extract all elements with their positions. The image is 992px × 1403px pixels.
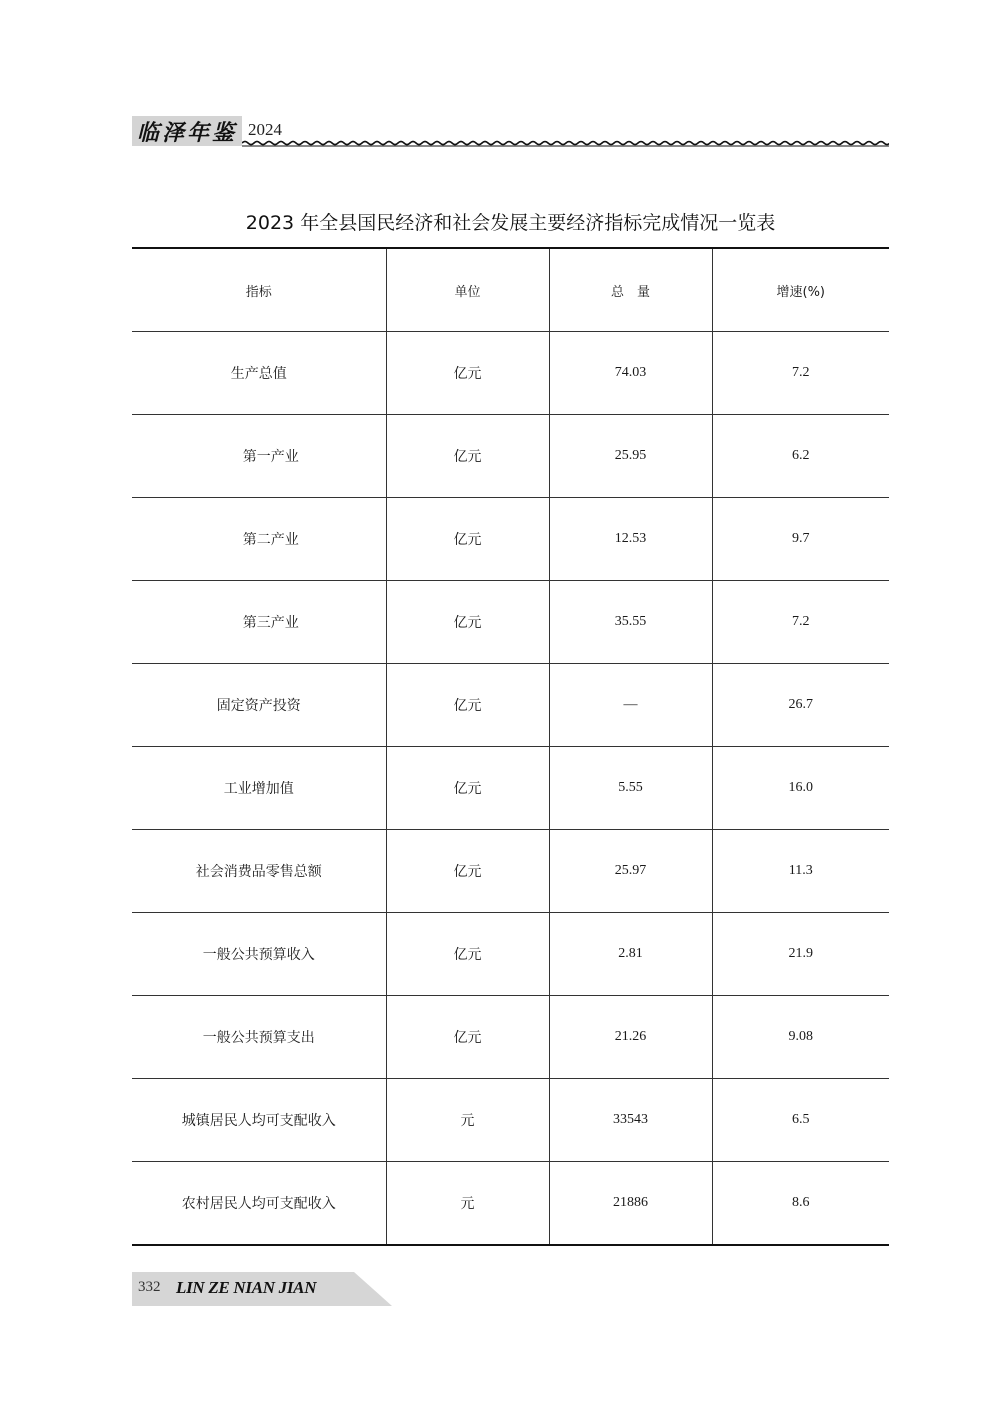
indicator-unit: 亿元 [386,332,549,415]
indicator-growth: 7.2 [712,581,889,664]
table-row [132,1079,889,1162]
table-row [132,498,889,581]
indicator-name: 生产总值 [132,332,386,415]
indicator-total: 21886 [549,1162,712,1246]
indicator-name: 第三产业 [132,581,386,664]
header-year: 2024 [248,120,282,139]
table-row [132,913,889,996]
indicator-unit: 亿元 [386,581,549,664]
indicator-total: 2.81 [549,913,712,996]
indicator-growth: 7.2 [712,332,889,415]
table-row [132,415,889,498]
indicator-total: 5.55 [549,747,712,830]
indicator-name: 固定资产投资 [132,664,386,747]
indicator-total: 74.03 [549,332,712,415]
page-header [132,114,889,154]
indicator-growth: 16.0 [712,747,889,830]
indicator-unit: 元 [386,1162,549,1246]
indicator-unit: 亿元 [386,996,549,1079]
indicator-name: 一般公共预算收入 [132,913,386,996]
indicator-name: 城镇居民人均可支配收入 [132,1079,386,1162]
indicator-name: 社会消费品零售总额 [132,830,386,913]
indicator-growth: 26.7 [712,664,889,747]
table-row [132,581,889,664]
indicator-growth: 9.08 [712,996,889,1079]
indicator-name: 工业增加值 [132,747,386,830]
indicator-growth: 9.7 [712,498,889,581]
table-row [132,332,889,415]
indicator-growth: 6.5 [712,1079,889,1162]
yearbook-logo [132,116,242,146]
table-row [132,664,889,747]
indicator-growth: 6.2 [712,415,889,498]
indicator-unit: 元 [386,1079,549,1162]
indicator-name: 第二产业 [132,498,386,581]
footer-title: LIN ZE NIAN JIAN [176,1278,317,1297]
indicator-name: 一般公共预算支出 [132,996,386,1079]
indicator-unit: 亿元 [386,498,549,581]
table-row [132,1162,889,1246]
indicator-growth: 11.3 [712,830,889,913]
indicator-total: 33543 [549,1079,712,1162]
indicator-unit: 亿元 [386,913,549,996]
column-header-total: 总 量 [549,248,712,332]
indicator-total: — [549,664,712,747]
indicator-total: 25.95 [549,415,712,498]
column-header-indicator: 指标 [132,248,386,332]
indicator-unit: 亿元 [386,664,549,747]
indicator-total: 25.97 [549,830,712,913]
table-row [132,747,889,830]
indicator-name: 农村居民人均可支配收入 [132,1162,386,1246]
page-footer [132,1272,392,1306]
indicator-unit: 亿元 [386,415,549,498]
indicator-table [132,247,889,1246]
column-header-unit: 单位 [386,248,549,332]
indicator-unit: 亿元 [386,747,549,830]
indicator-growth: 8.6 [792,1195,810,1210]
table-row [132,830,889,913]
table-header-row [132,248,889,332]
indicator-total: 12.53 [549,498,712,581]
table-title: 2023 年全县国民经济和社会发展主要经济指标完成情况一览表 [245,212,776,234]
indicator-name: 第一产业 [132,415,386,498]
page-number: 332 [138,1279,161,1295]
table-row [132,996,889,1079]
indicator-growth: 21.9 [712,913,889,996]
indicator-unit: 亿元 [386,830,549,913]
wavy-divider [242,140,889,148]
logo-text: 临泽年鉴 [136,119,237,146]
indicator-total: 35.55 [549,581,712,664]
column-header-growth: 增速(%) [712,248,889,332]
indicator-total: 21.26 [549,996,712,1079]
